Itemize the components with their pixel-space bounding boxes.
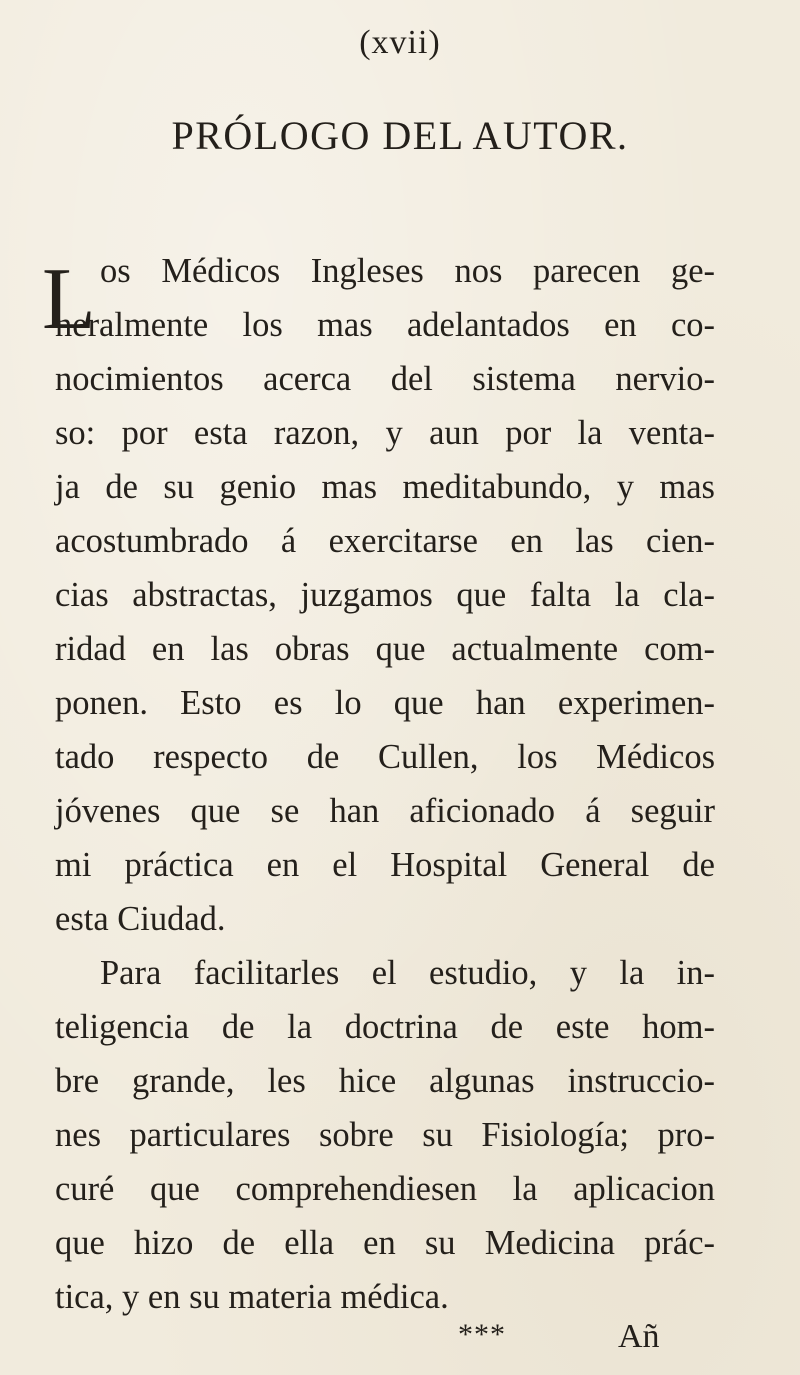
catchword: Añ (618, 1318, 660, 1355)
text-line: curé que comprehendiesen la aplicacion (55, 1170, 715, 1208)
text-line: so: por esta razon, y aun por la venta- (55, 414, 715, 452)
text-line: ponen. Esto es lo que han experimen- (55, 684, 715, 722)
text-line: tado respecto de Cullen, los Médicos (55, 738, 715, 776)
text-line: teligencia de la doctrina de este hom- (55, 1008, 715, 1046)
text-line: acostumbrado á exercitarse en las cien- (55, 522, 715, 560)
text-line: ridad en las obras que actualmente com- (55, 630, 715, 668)
text-line: mi práctica en el Hospital General de (55, 846, 715, 884)
drop-cap: L (42, 251, 96, 348)
text-line: os Médicos Ingleses nos parecen ge- (100, 252, 715, 290)
text-line: jóvenes que se han aficionado á seguir (55, 792, 715, 830)
signature-mark: *** (458, 1318, 506, 1351)
text-line: Para facilitarles el estudio, y la in- (100, 954, 715, 992)
text-line: ja de su genio mas meditabundo, y mas (55, 468, 715, 506)
text-line: bre grande, les hice algunas instruccio- (55, 1062, 715, 1100)
text-line: que hizo de ella en su Medicina prác- (55, 1224, 715, 1262)
text-line: neralmente los mas adelantados en co- (55, 306, 715, 344)
text-line: tica, y en su materia médica. (55, 1278, 449, 1316)
page-number: (xvii) (359, 24, 441, 61)
text-line: cias abstractas, juzgamos que falta la cla- (55, 576, 715, 614)
page-title: PRÓLOGO DEL AUTOR. (171, 113, 629, 158)
text-line: nes particulares sobre su Fisiología; pro- (55, 1116, 715, 1154)
text-line: nocimientos acerca del sistema nervio- (55, 360, 715, 398)
text-line: esta Ciudad. (55, 900, 226, 938)
